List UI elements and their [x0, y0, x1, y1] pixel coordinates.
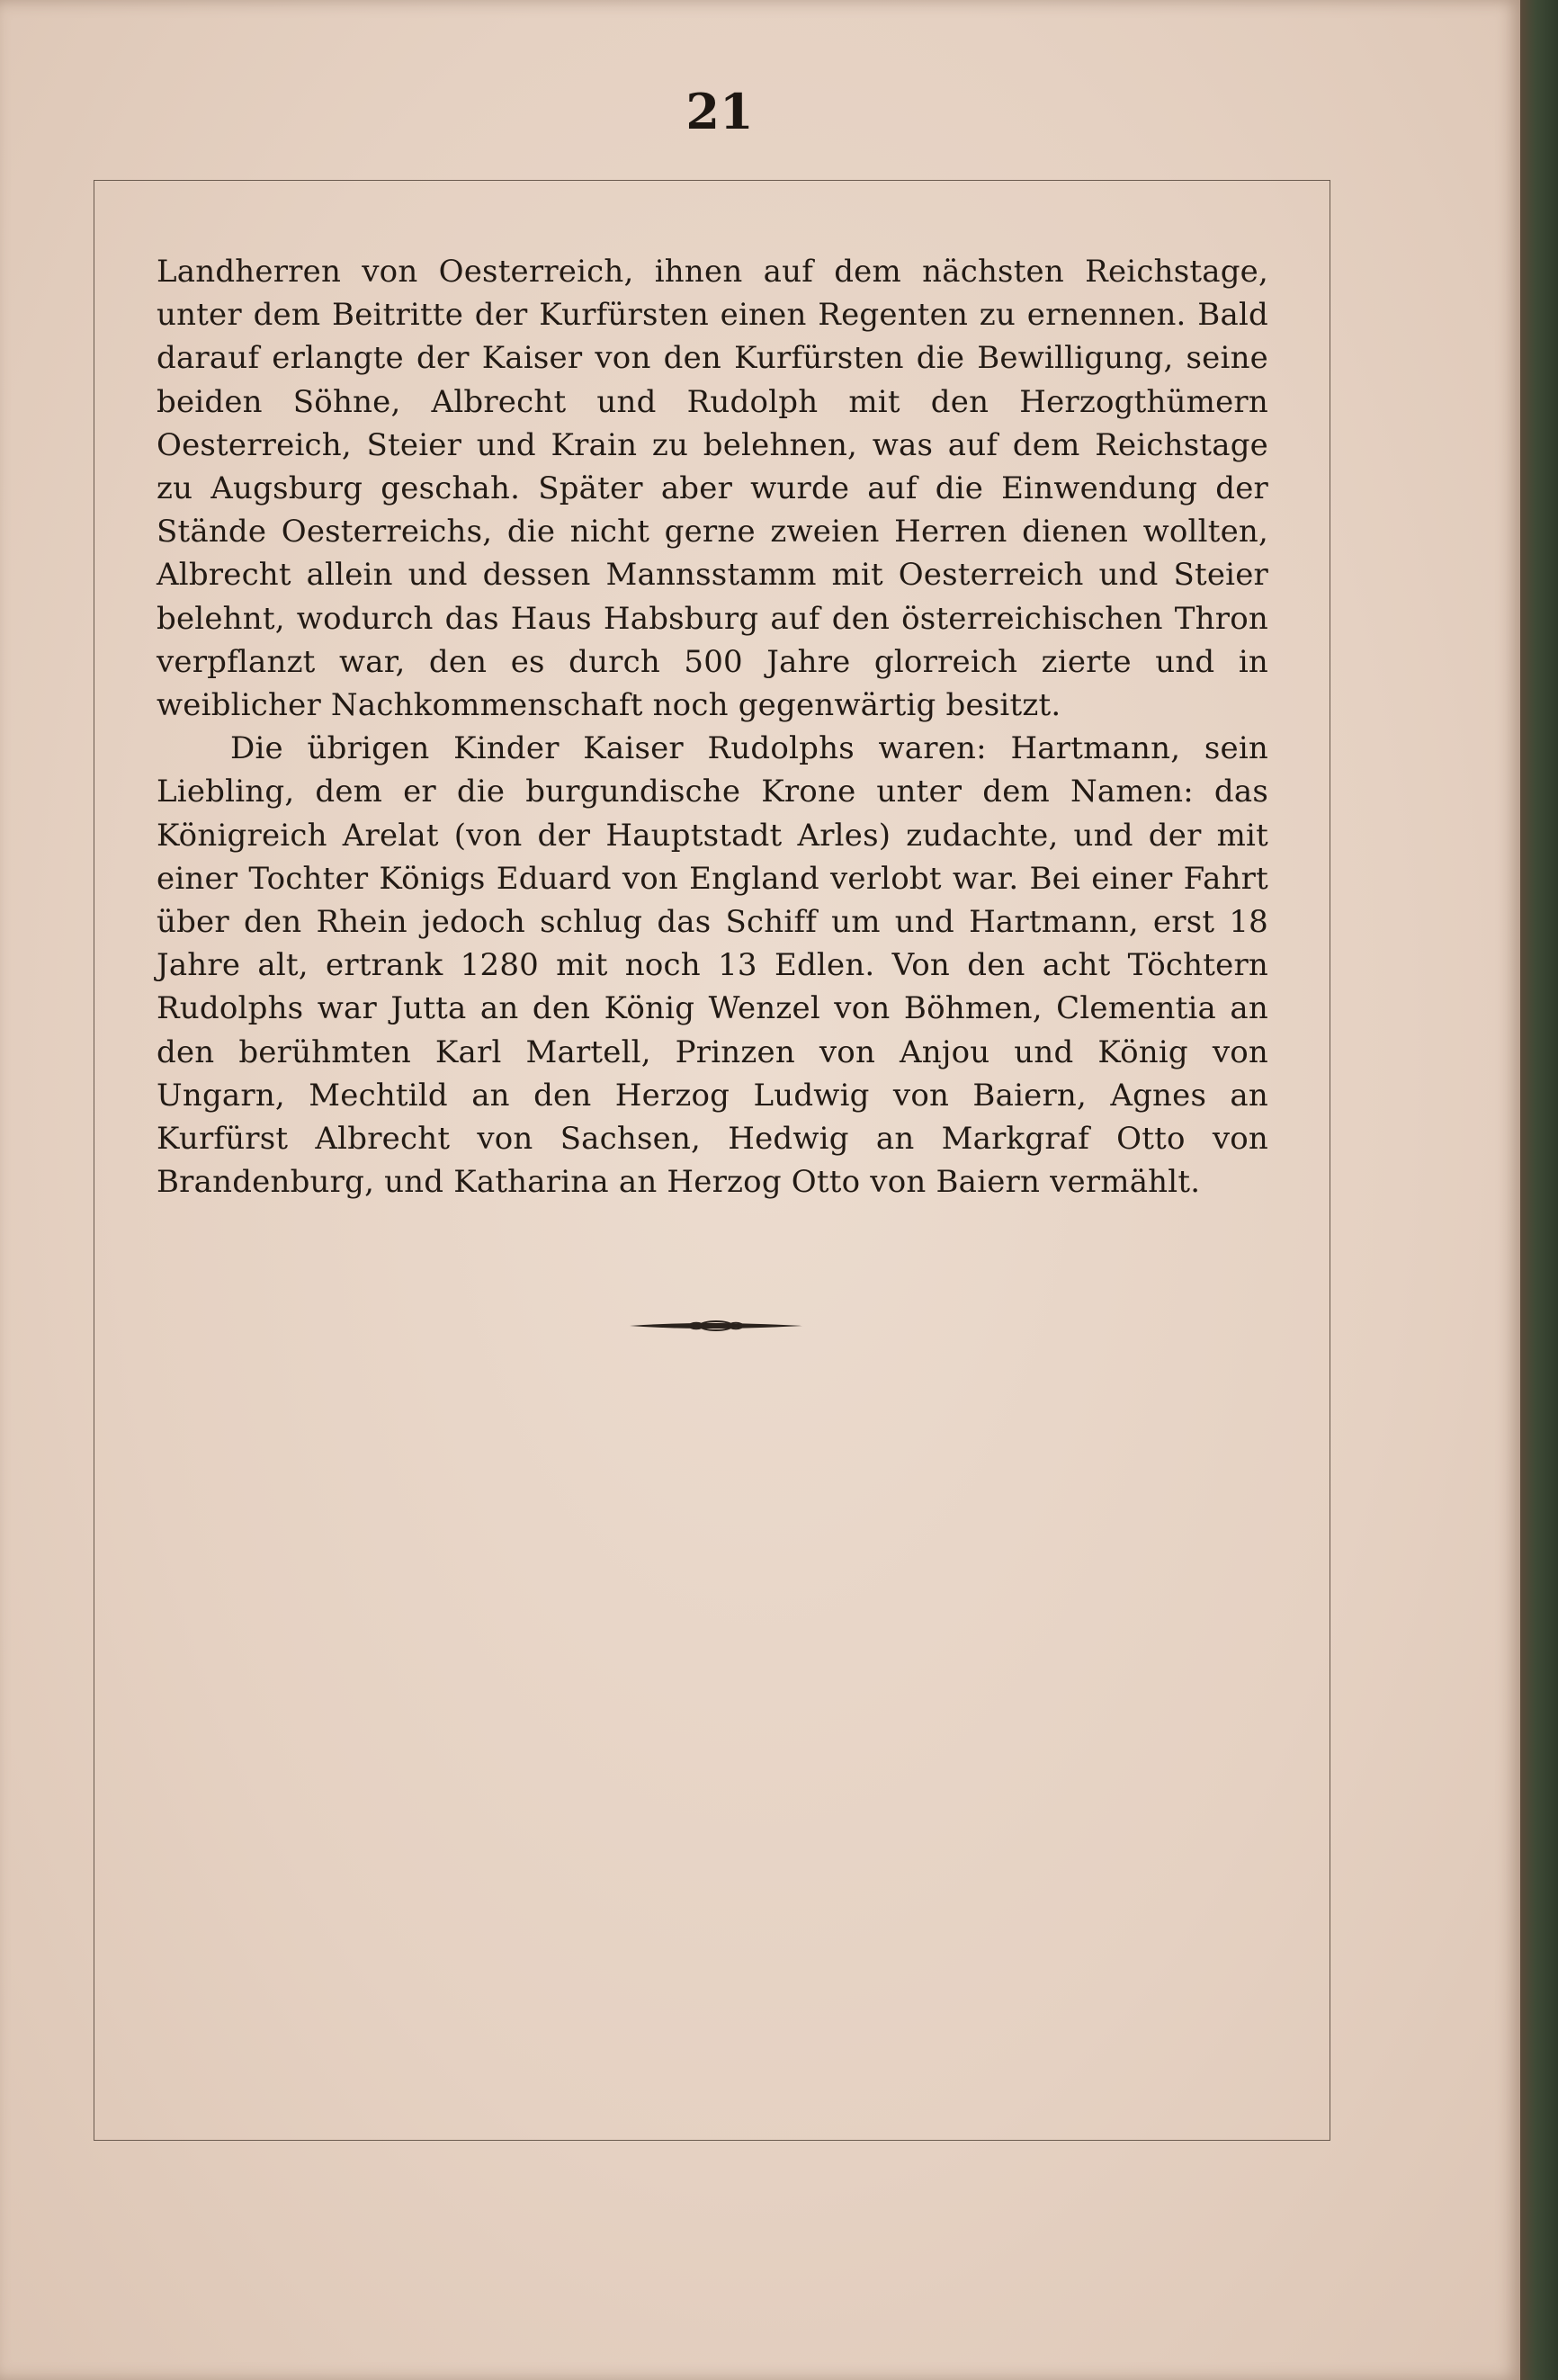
page-number: 21: [685, 83, 754, 140]
book-spine-edge: [1520, 0, 1558, 2380]
paragraph-2: Die übrigen Kinder Kaiser Rudolphs waren: Hartmann, sein Liebling, dem er die burgundische Krone unter dem Namen: das Königreich Arelat (von der Hauptstadt Arles) zudachte, und der mit einer Tochter Königs Eduard von England verlobt war. Bei einer Fahrt über den Rhein jedoch schlug das Schiff um und Hartmann, erst 18 Jahre alt, ertrank 1280 mit noch 13 Edlen. Von den acht Töchtern Rudolphs war Jutta an den König Wenzel von Böhmen, Clementia an den berühmten Karl Martell, Prinzen von Anjou und König von Ungarn, Mechtild an den Herzog Ludwig von Baiern, Agnes an Kurfürst Albrecht von Sachsen, Hedwig an Markgraf Otto von Brandenburg, und Katharina an Herzog Otto von Baiern vermählt.: [157, 730, 1268, 1201]
body-text: [157, 250, 1268, 1203]
ornament-divider: [626, 1313, 806, 1338]
paragraph-1: Landherren von Oesterreich, ihnen auf dem nächsten Reichstage, unter dem Beitritte der Kurfürsten einen Regenten zu ernennen. Bald darauf erlangte der Kaiser von den Kurfürsten die Bewilligung, seine beiden Söhne, Albrecht und Rudolph mit den Herzogthümern Oesterreich, Steier und Krain zu belehnen, was auf dem Reichstage zu Augsburg geschah. Später aber wurde auf die Einwendung der Stände Oesterreichs, die nicht gerne zweien Herren dienen wollten, Albrecht allein und dessen Mannsstamm mit Oesterreich und Steier belehnt, wodurch das Haus Habsburg auf den österreichischen Thron verpflanzt war, den es durch 500 Jahre glorreich zierte und in weiblicher Nachkommenschaft noch gegenwärtig besitzt.: [157, 254, 1268, 724]
